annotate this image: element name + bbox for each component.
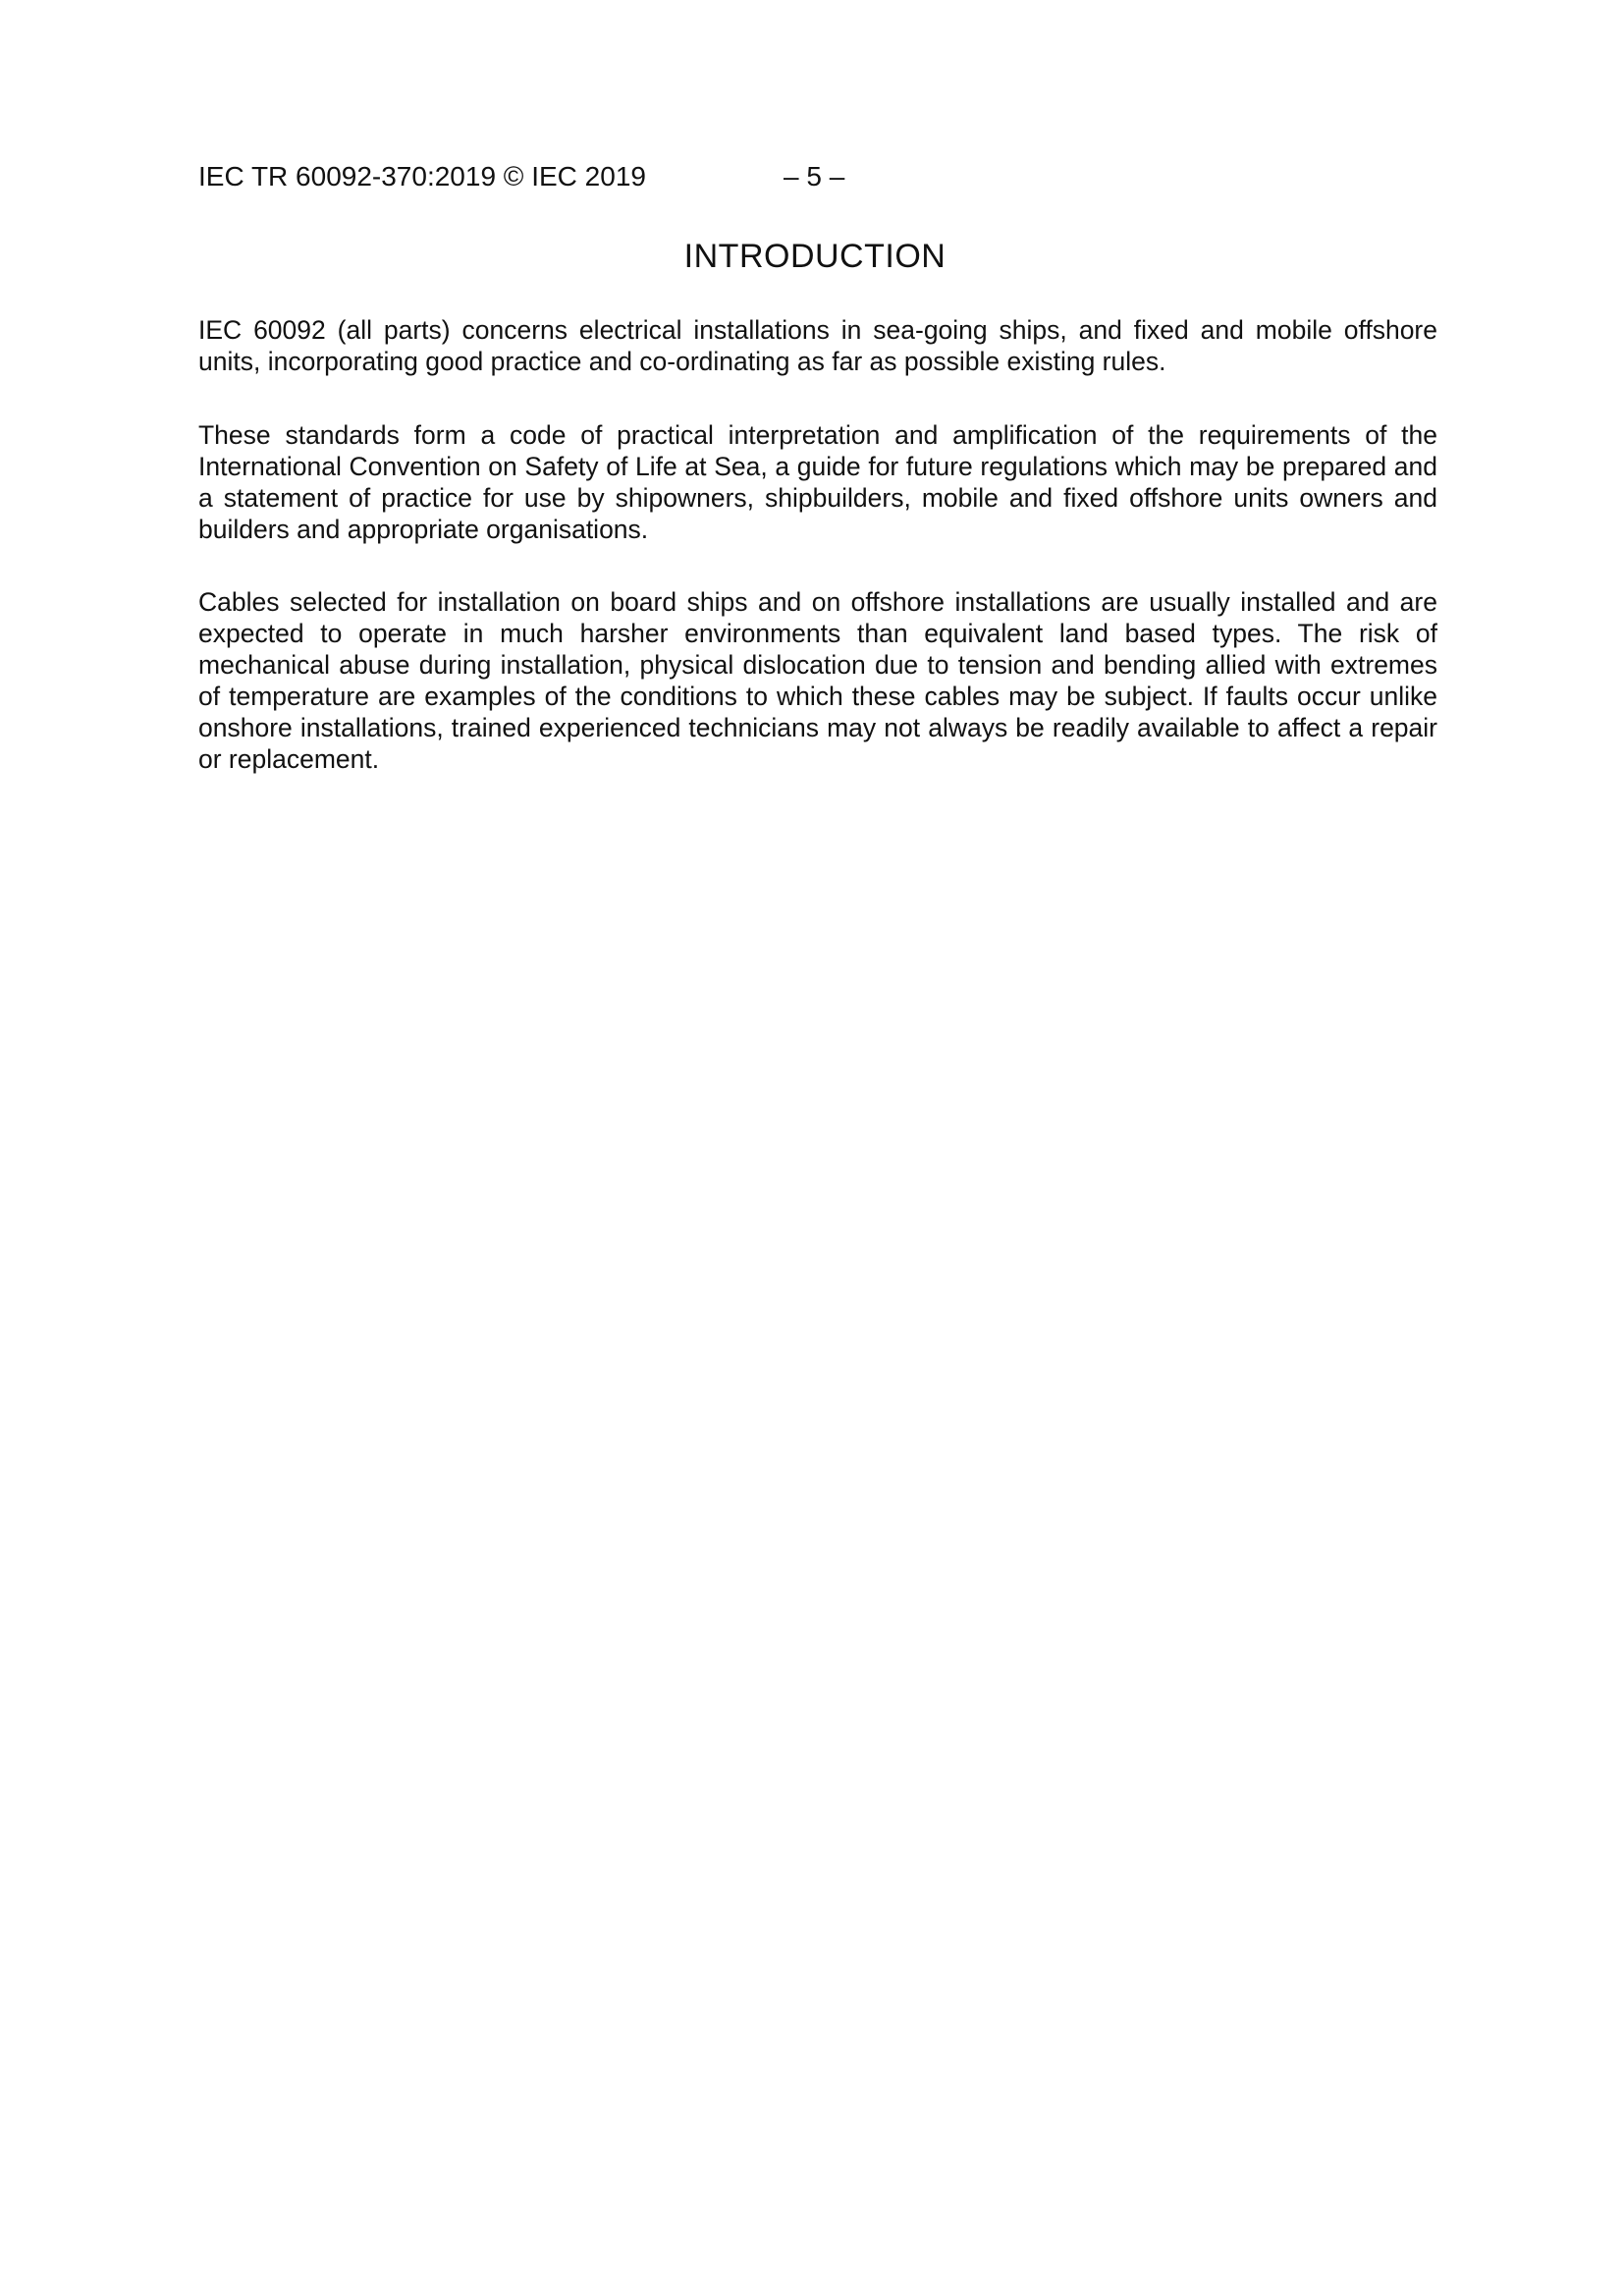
paragraph: IEC 60092 (all parts) concerns electrical installations in sea-going ships, and fixed and mobile offshore units, incorporating good practice and co-ordinating as far as possible existing rules. xyxy=(198,315,1437,376)
page-header xyxy=(198,157,886,196)
paragraph: These standards form a code of practical interpretation and amplification of the requirements of the International Convention on Safety of Life at Sea, a guide for future regulations which may be prepared and a statement of practice for use by shipowners, shipbuilders, mobile and fixed offshore units owners and builders and appropriate organisations. xyxy=(198,420,1437,544)
paragraph: Cables selected for installation on board ships and on offshore installations are usually installed and are expected to operate in much harsher environments than equivalent land based types. The risk of mechanical abuse during installation, physical dislocation due to tension and bending allied with extremes of temperature are examples of the conditions to which these cables may be subject. If faults occur unlike onshore installations, trained experienced technicians may not always be readily available to affect a repair or replacement. xyxy=(198,587,1437,774)
document-reference: IEC TR 60092-370:2019 © IEC 2019 xyxy=(198,161,646,191)
page-number: – 5 – xyxy=(784,161,845,191)
section-title: INTRODUCTION xyxy=(683,238,947,275)
